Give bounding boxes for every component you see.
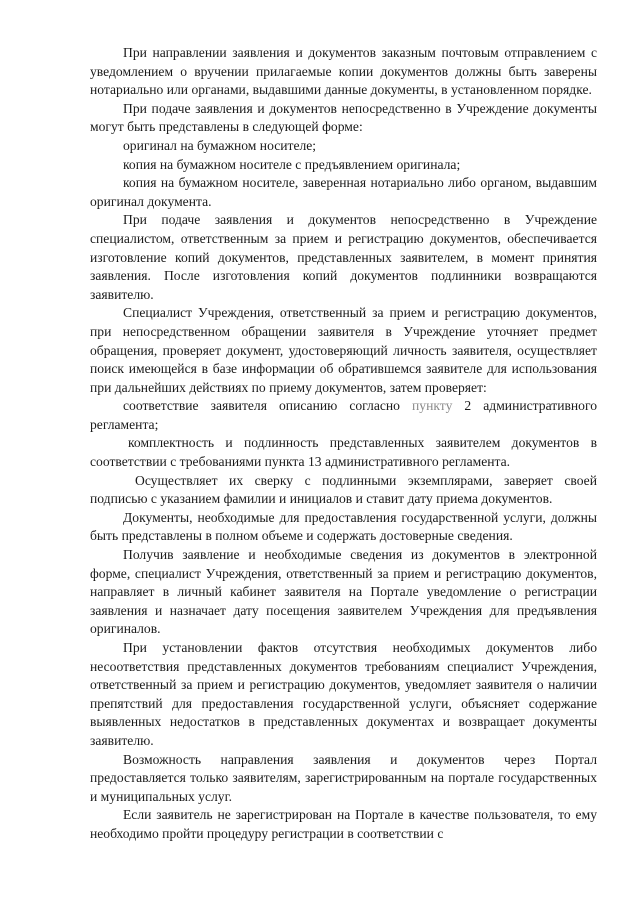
paragraph-portal-availability: Возможность направления заявления и документов через Портал предоставляется только заявителям, зарегистрированным на портале государственных и муниципальных услуг. — [90, 751, 597, 804]
list-item-original: оригинал на бумажном носителе; — [123, 137, 317, 153]
list-item-copy-with-original: копия на бумажном носителе с предъявлением оригинала; — [123, 156, 461, 172]
paragraph-missing-documents: При установлении фактов отсутствия необходимых документов либо несоответствия представленных документов требованиям специалист Учреждения, ответственный за прием и регистрацию документов, уведомляет заявителя о наличии препятствий для предоставления государственной услуги, объясняет содержание выявленных недостатков в представленных документах и возвращает документы заявителю. — [90, 640, 597, 748]
paragraph-verification: Осуществляет их сверку с подлинными экземплярами, заверяет своей подписью с указанием фамилии и инициалов и ставит дату приема документов. — [90, 472, 597, 507]
paragraph-copy-production: При подаче заявления и документов непосредственно в Учреждение специалистом, ответственным за прием и регистрацию документов, обеспечивается изготовление копий документов, представленных заявителем, в момент принятия заявления. После изготовления копий документов подлинники возвращаются заявителю. — [90, 212, 597, 302]
document-page — [90, 44, 597, 844]
paragraph-electronic-receipt: Получив заявление и необходимые сведения из документов в электронной форме, специалист Учреждения, ответственный за прием и регистрацию документов, направляет в личный кабинет заявителя на Портале уведомление о регистрации заявления и назначает дату посещения заявителем Учреждения для предъявления оригиналов. — [90, 547, 597, 637]
list-item-notarized-copy: копия на бумажном носителе, заверенная нотариально либо органом, выдавшим оригинал документа. — [90, 175, 597, 209]
paragraph-specialist-checks: Специалист Учреждения, ответственный за прием и регистрацию документов, при непосредственном обращении заявителя в Учреждение уточняет предмет обращения, проверяет документ, удостоверяющий личность заявителя, осуществляет поиск имеющейся в базе информации об обратившемся заявителе для использования при дальнейших действиях по приему документов, затем проверяет: — [90, 305, 597, 395]
paragraph-documents-required: Документы, необходимые для предоставления государственной услуги, должны быть представлены в полном объеме и содержать достоверные сведения. — [90, 509, 597, 544]
check-item-completeness: комплектность и подлинность представленных заявителем документов в соответствии с требованиями пункта 13 административного регламента. — [90, 435, 597, 470]
check-item-applicant-conformity — [90, 397, 597, 434]
check-item-1-text-before: соответствие заявителя описанию согласно — [123, 398, 413, 414]
paragraph-portal-registration: Если заявитель не зарегистрирован на Портале в качестве пользователя, то ему необходимо пройти процедуру регистрации в соответствии с — [90, 807, 597, 841]
paragraph-mail-submission: При направлении заявления и документов заказным почтовым отправлением с уведомлением о вручении прилагаемые копии документов должны быть заверены нотариально или органами, выдавшими данные документы, в установленном порядке. — [90, 45, 597, 98]
check-item-1-faded-word: пункту — [412, 398, 453, 414]
check-item-1-text-after: 2 административного регламента; — [90, 398, 597, 432]
paragraph-direct-submission-forms: При подаче заявления и документов непосредственно в Учреждение документы могут быть представлены в следующей форме: — [90, 100, 597, 135]
